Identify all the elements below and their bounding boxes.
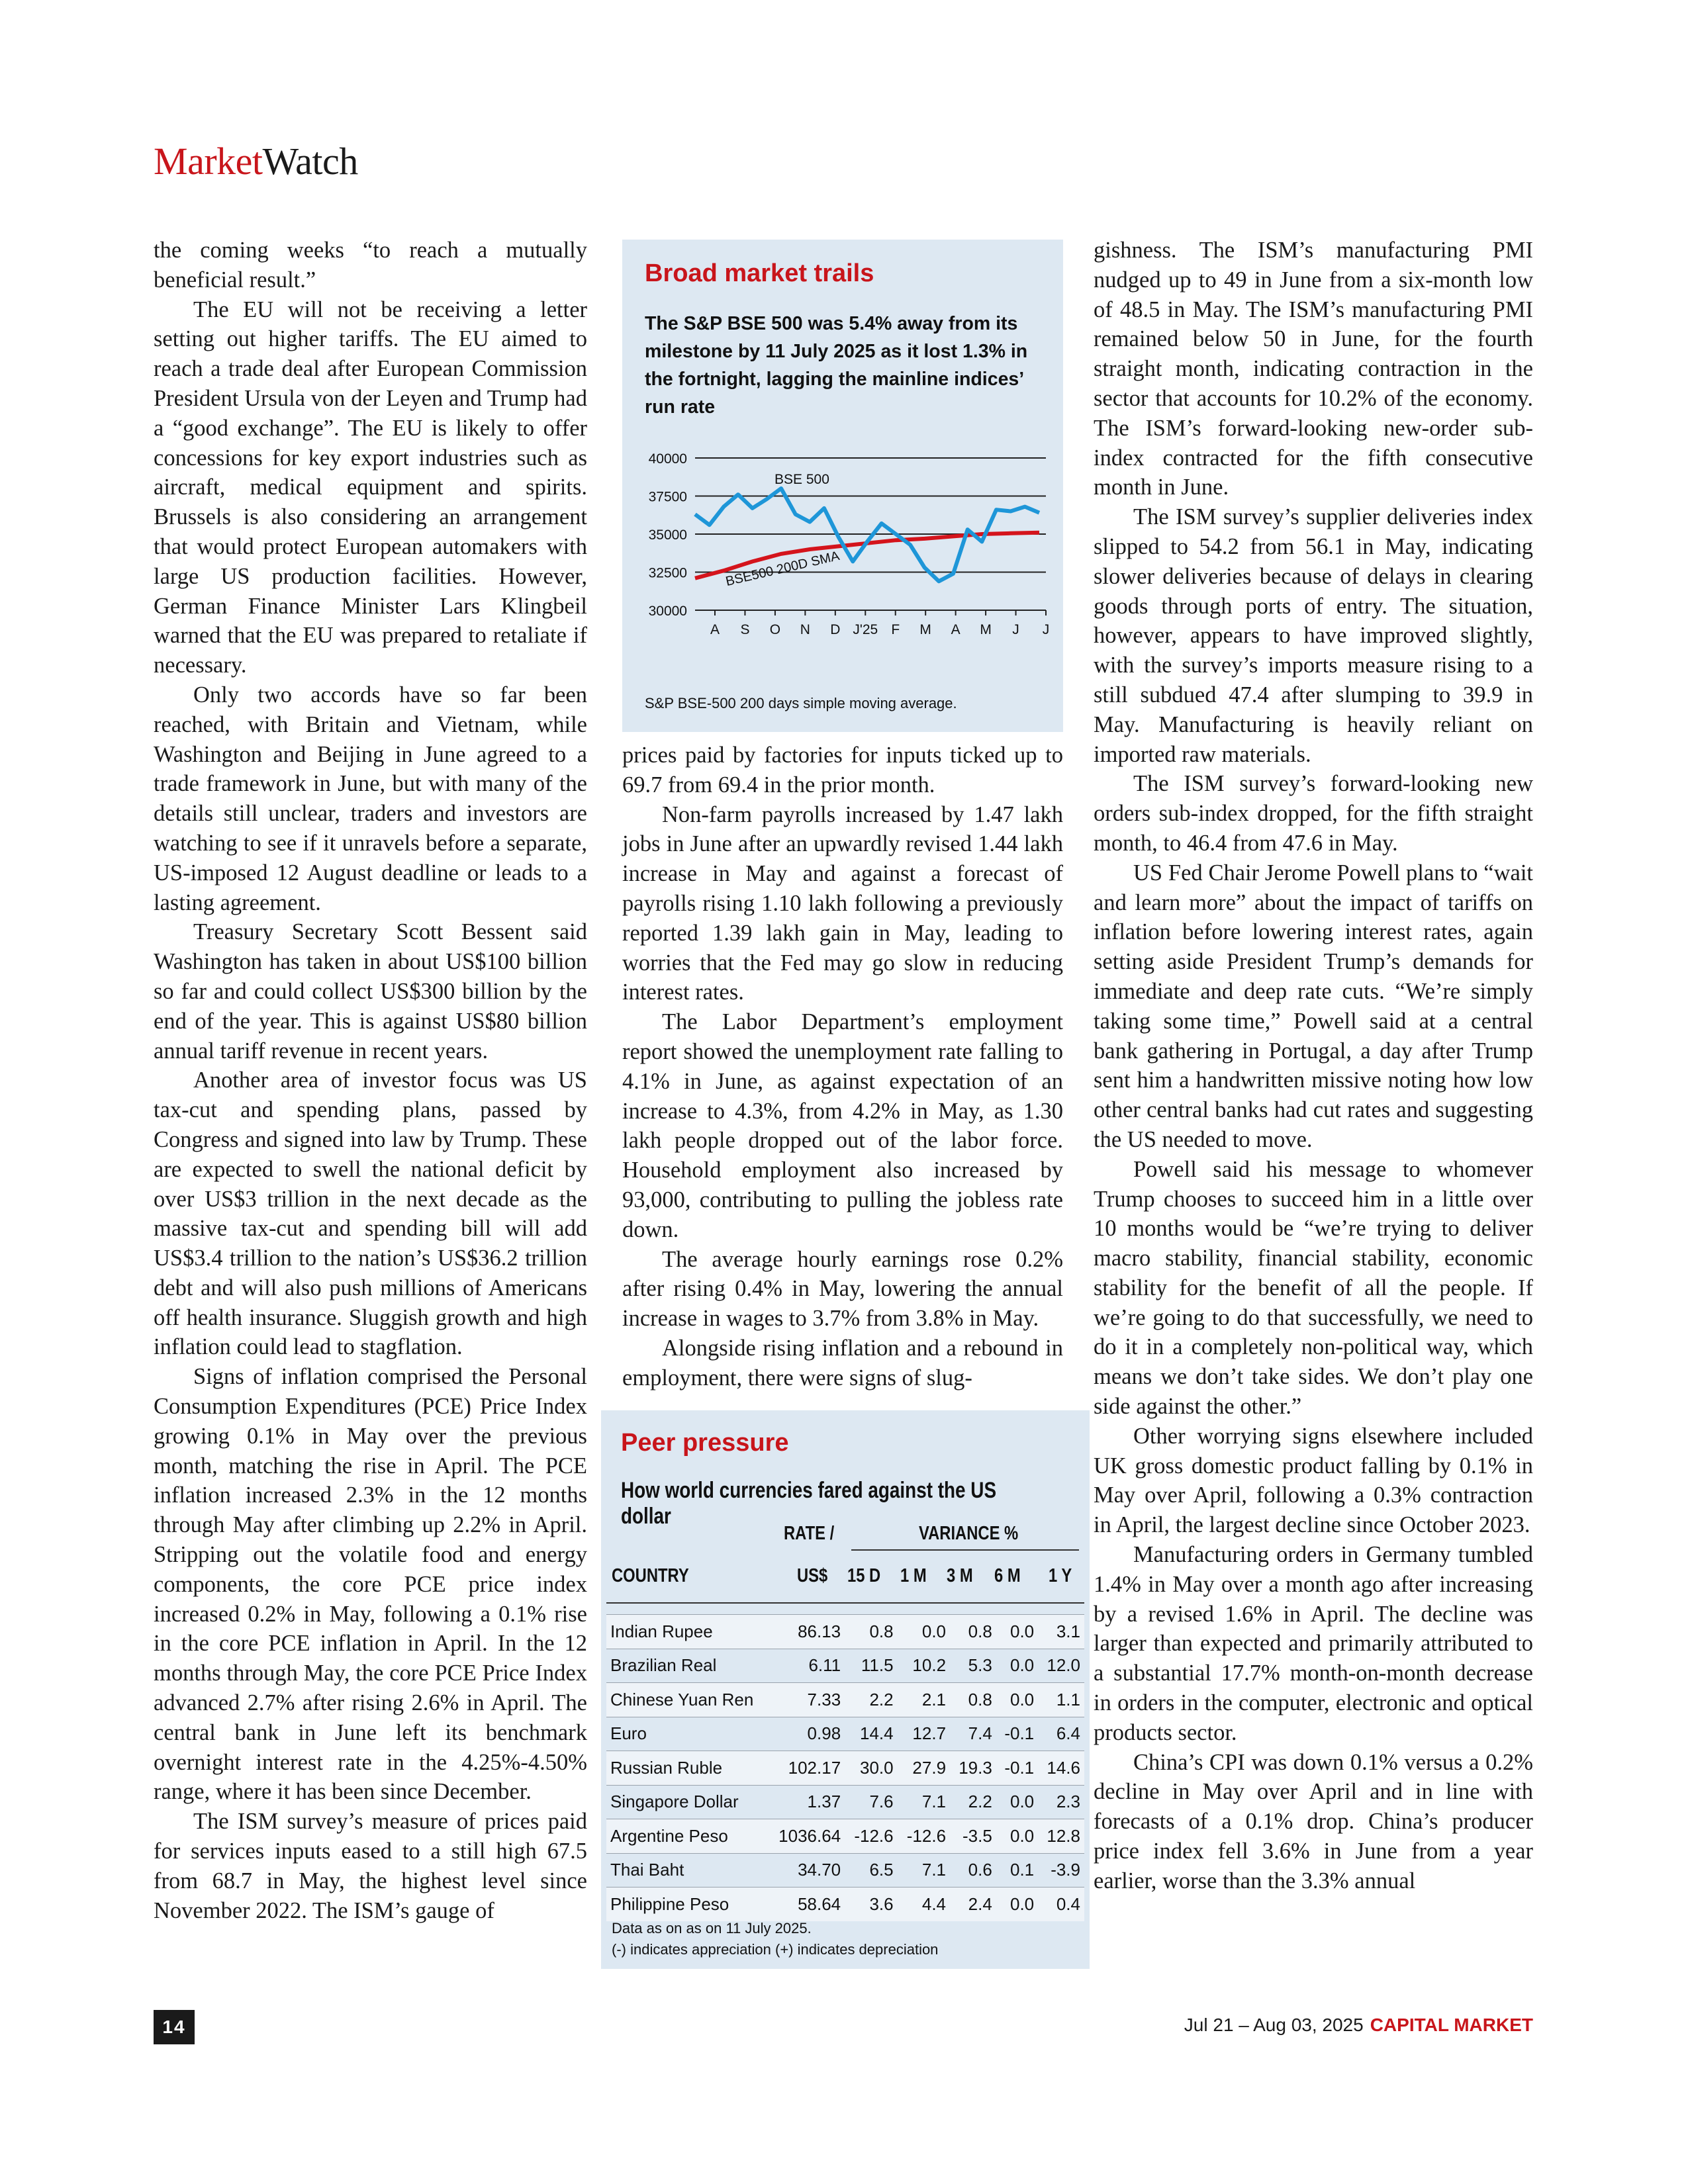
magazine-name: CAPITAL MARKET (1370, 2015, 1533, 2035)
variance-cell: 7.4 (950, 1717, 996, 1751)
paragraph: Other worrying signs elsewhere included UK gross domestic product falling by 0.1% in May over April, following a 0.3% contraction in April, the largest decline since October 2023. (1094, 1423, 1533, 1538)
variance-cell: 6.4 (1038, 1717, 1084, 1751)
paragraph: Treasury Secretary Scott Bessent said Washington has taken in about US$100 billion so far and could collect US$300 billion by the end of the year. This is against US$80 billion annual tariff revenue in recent years. (154, 919, 587, 1064)
country-cell: Philippine Peso (606, 1888, 767, 1921)
rate-cell: 1036.64 (767, 1819, 845, 1854)
period-header: 1 Y (1049, 1565, 1072, 1586)
article-column-1 (154, 236, 587, 1925)
x-tick-label: M (980, 622, 992, 637)
variance-cell: 14.6 (1038, 1751, 1084, 1786)
section-header-watch: Watch (262, 140, 358, 183)
variance-cell: 7.1 (898, 1785, 950, 1819)
rate-cell: 34.70 (767, 1853, 845, 1888)
paragraph: US Fed Chair Jerome Powell plans to “wait and learn more” about the impact of tariffs on inflation before lowering interest rates, again setting aside President Trump’s demands for immediate and deep rate cuts. “We’re simply taking some time,” Powell said at a central bank gathering in Portugal, a day after Trump sent him a handwritten missive noting how low other central banks had cut rates and suggesting the US needed to move. (1094, 860, 1533, 1152)
page-number: 14 (154, 2010, 195, 2044)
series-label-bse500: BSE 500 (774, 472, 829, 488)
paragraph: Another area of investor focus was US tax-cut and spending plans, passed by Congress and signed into law by Trump. These are expected to swell the national deficit by over US$3 trillion in the next decade as the massive tax-cut and spending bill will add US$3.4 trillion to the nation’s US$36.2 trillion debt and will also push millions of Americans off health insurance. Sluggish growth and high inflation could lead to stagflation. (154, 1068, 587, 1360)
rate-cell: 6.11 (767, 1649, 845, 1683)
y-tick-label: 37500 (648, 489, 687, 505)
article-column-2 (622, 741, 1063, 1393)
x-tick-label: O (769, 622, 781, 637)
rate-cell: 58.64 (767, 1888, 845, 1921)
country-cell: Argentine Peso (606, 1819, 767, 1854)
variance-cell: 0.8 (845, 1615, 897, 1649)
x-tick-label: M (919, 622, 931, 637)
table-row (606, 1683, 1084, 1717)
chart-box (622, 240, 1063, 732)
us-header: US$ (797, 1565, 828, 1586)
variance-cell: 11.5 (845, 1649, 897, 1683)
variance-header: VARIANCE % (919, 1523, 1019, 1544)
variance-cell: 0.4 (1038, 1888, 1084, 1921)
variance-cell: 2.3 (1038, 1785, 1084, 1819)
y-tick-label: 30000 (648, 604, 687, 619)
paragraph: Signs of inflation comprised the Personal Consumption Expenditures (PCE) Price Index growing 0.1% in May over the previous month, matching the rise in April. The PCE inflation increased 2.3% in the 12 months through May after climbing up 2.2% in April. Stripping out the volatile food and energy components, the core PCE price index increased 0.2% in May, following a 0.1% rise in the core PCE inflation in April. In the 12 months through May, the core PCE Price Index advanced 2.7% after rising 2.6% in April. The central bank in June left its benchmark overnight interest rate in the 4.25%-4.50% range, where it has been since December. (154, 1364, 587, 1805)
country-cell: Indian Rupee (606, 1615, 767, 1649)
variance-cell: 0.0 (898, 1615, 950, 1649)
currency-box (601, 1410, 1090, 1969)
rate-cell: 102.17 (767, 1751, 845, 1786)
variance-cell: 1.1 (1038, 1683, 1084, 1717)
variance-cell: 0.0 (996, 1785, 1038, 1819)
period-header: 3 M (947, 1565, 973, 1586)
paragraph: Powell said his message to whomever Trump chooses to succeed him in a little over 10 months would be “we’re trying to deliver macro stability, financial stability, economic stability for the benefit of all the people. If we’re going to do that successfully, we need to do it in a completely non-political way, which means we don’t take sides. We don’t play one side against the other.” (1094, 1156, 1533, 1420)
period-header: 6 M (994, 1565, 1021, 1586)
header-rule (606, 1602, 1084, 1604)
section-header-market: Market (154, 140, 263, 183)
variance-cell: 14.4 (845, 1717, 897, 1751)
currency-note-date: Data as on as on 11 July 2025. (612, 1920, 812, 1936)
x-tick-label: N (800, 622, 810, 637)
table-row (606, 1717, 1084, 1751)
currency-table (606, 1614, 1084, 1921)
rate-header: RATE / (784, 1523, 835, 1544)
variance-cell: 0.1 (996, 1853, 1038, 1888)
paragraph: The EU will not be receiving a letter setting out higher tariffs. The EU aimed to reach a trade deal after European Commission President Ursula von der Leyen and Trump had a “good exchange”. The EU is likely to offer concessions for key export industries such as aircraft, medical equipment and spirits. Brussels is also considering an arrangement that would protect European automakers with large US production facilities. However, German Finance Minister Lars Klingbeil warned that the EU was prepared to retaliate if necessary. (154, 296, 587, 678)
paragraph: China’s CPI was down 0.1% versus a 0.2% decline in May over April and in line with forecasts of a 0.1% drop. China’s producer price index fell 3.6% in June from a year earlier, worse than the 3.3% annual (1094, 1749, 1533, 1893)
paragraph: prices paid by factories for inputs ticked up to 69.7 from 69.4 in the prior month. (622, 743, 1063, 797)
variance-cell: 0.0 (996, 1649, 1038, 1683)
paragraph: the coming weeks “to reach a mutually beneficial result.” (154, 238, 587, 293)
x-tick-label: J'25 (853, 622, 878, 637)
paragraph: Only two accords have so far been reached, with Britain and Vietnam, while Washington and Beijing in June agreed to a trade framework in June, but with many of the details still unclear, traders and investors are watching to see if it unravels before a separate, US-imposed 12 August deadline or leads to a lasting agreement. (154, 682, 587, 915)
table-row (606, 1888, 1084, 1921)
y-tick-label: 35000 (648, 527, 687, 543)
x-tick-label: J (1042, 622, 1050, 637)
chart-box-title: Broad market trails (645, 259, 874, 287)
variance-cell: 2.1 (898, 1683, 950, 1717)
variance-cell: 12.7 (898, 1717, 950, 1751)
variance-cell: 0.0 (996, 1819, 1038, 1854)
country-header: COUNTRY (612, 1565, 689, 1586)
variance-cell: 12.0 (1038, 1649, 1084, 1683)
country-cell: Singapore Dollar (606, 1785, 767, 1819)
chart-box-subtitle: The S&P BSE 500 was 5.4% away from its milestone by 11 July 2025 as it lost 1.3% in the fortnight, lagging the mainline indices’ run rate (645, 313, 1028, 418)
table-row (606, 1853, 1084, 1888)
currency-box-title: Peer pressure (621, 1429, 789, 1457)
variance-cell: 10.2 (898, 1649, 950, 1683)
table-row (606, 1751, 1084, 1786)
paragraph: gishness. The ISM’s manufacturing PMI nudged up to 49 in June from a six-month low of 48.5 in May. The ISM’s manufacturing PMI remained below 50 in June, for the fourth straight month, indicating contraction in the sector that accounts for 10.2% of the economy. The ISM’s forward-looking new-order sub-index contracted for the fifth consecutive month in June. (1094, 238, 1533, 500)
country-cell: Russian Ruble (606, 1751, 767, 1786)
period-header: 1 M (900, 1565, 927, 1586)
variance-cell: 0.0 (996, 1683, 1038, 1717)
table-row (606, 1785, 1084, 1819)
x-tick-label: A (951, 622, 961, 637)
variance-cell: 4.4 (898, 1888, 950, 1921)
variance-cell: 3.6 (845, 1888, 897, 1921)
rate-cell: 0.98 (767, 1717, 845, 1751)
variance-cell: 0.0 (996, 1888, 1038, 1921)
x-tick-label: D (830, 622, 841, 637)
paragraph: The average hourly earnings rose 0.2% after rising 0.4% in May, lowering the annual increase in wages to 3.7% from 3.8% in May. (622, 1246, 1063, 1332)
paragraph: Manufacturing orders in Germany tumbled 1.4% in May over a month ago after increasing by a revised 1.6% in April. The decline was larger than expected and primarily attributed to a substantial 17.7% month-on-month decrease in orders in the computer, electronic and optical products sector. (1094, 1542, 1533, 1745)
period-header: 15 D (847, 1565, 881, 1586)
country-cell: Euro (606, 1717, 767, 1751)
variance-cell: 27.9 (898, 1751, 950, 1786)
variance-cell: -3.5 (950, 1819, 996, 1854)
paragraph: The Labor Department’s employment report showed the unemployment rate falling to 4.1% in June, as against expectation of an increase to 4.3%, from 4.2% in May, as 1.30 lakh people dropped out of the labor force. Household employment also increased by 93,000, contributing to pulling the jobless rate down. (622, 1009, 1063, 1242)
variance-cell: 0.8 (950, 1683, 996, 1717)
x-tick-label: S (740, 622, 750, 637)
table-row (606, 1819, 1084, 1854)
variance-cell: 3.1 (1038, 1615, 1084, 1649)
variance-cell: -12.6 (898, 1819, 950, 1854)
variance-cell: -12.6 (845, 1819, 897, 1854)
variance-cell: 6.5 (845, 1853, 897, 1888)
variance-cell: 0.8 (950, 1615, 996, 1649)
paragraph: Alongside rising inflation and a rebound in employment, there were signs of slug- (622, 1335, 1063, 1390)
variance-rule (851, 1549, 1079, 1551)
x-tick-label: J (1012, 622, 1019, 637)
series-label-sma: BSE500 200D SMA (724, 549, 841, 590)
bse500-chart (622, 432, 1063, 650)
chart-note: S&P BSE-500 200 days simple moving average. (645, 695, 957, 711)
country-cell: Brazilian Real (606, 1649, 767, 1683)
x-tick-label: F (891, 622, 900, 637)
country-cell: Chinese Yuan Ren (606, 1683, 767, 1717)
y-tick-label: 40000 (648, 451, 687, 467)
variance-cell: 5.3 (950, 1649, 996, 1683)
variance-cell: 2.4 (950, 1888, 996, 1921)
section-header (154, 139, 358, 183)
issue-date: Jul 21 – Aug 03, 2025 (1184, 2015, 1364, 2035)
rate-cell: 86.13 (767, 1615, 845, 1649)
variance-cell: 2.2 (950, 1785, 996, 1819)
y-tick-label: 32500 (648, 565, 687, 581)
table-row (606, 1649, 1084, 1683)
variance-cell: 2.2 (845, 1683, 897, 1717)
rate-cell: 7.33 (767, 1683, 845, 1717)
variance-cell: 0.6 (950, 1853, 996, 1888)
paragraph: The ISM survey’s supplier deliveries index slipped to 54.2 from 56.1 in May, indicating slower deliveries because of delays in clearing goods through ports of entry. The situation, however, appears to have improved slightly, with the survey’s imports measure rising to a still subdued 47.4 after slumping to 39.9 in May. Manufacturing is heavily reliant on imported raw materials. (1094, 504, 1533, 767)
rate-cell: 1.37 (767, 1785, 845, 1819)
variance-cell: 0.0 (996, 1615, 1038, 1649)
x-tick-label: A (710, 622, 720, 637)
variance-cell: -3.9 (1038, 1853, 1084, 1888)
variance-cell: -0.1 (996, 1717, 1038, 1751)
paragraph: Non-farm payrolls increased by 1.47 lakh jobs in June after an upwardly revised 1.44 lakh increase in May and against a forecast of payrolls rising 1.10 lakh following a previously reported 1.39 lakh gain in May, leading to worries that the Fed may go slow in reducing interest rates. (622, 801, 1063, 1005)
article-column-3 (1094, 236, 1533, 1896)
variance-cell: 7.6 (845, 1785, 897, 1819)
currency-box-subtitle: How world currencies fared against the US dollar (621, 1478, 997, 1529)
paragraph: The ISM survey’s forward-looking new orders sub-index dropped, for the fifth straight month, to 46.4 from 47.6 in May. (1094, 771, 1533, 856)
variance-cell: 19.3 (950, 1751, 996, 1786)
table-row (606, 1615, 1084, 1649)
variance-cell: 30.0 (845, 1751, 897, 1786)
variance-cell: -0.1 (996, 1751, 1038, 1786)
currency-note-legend: (-) indicates appreciation (+) indicates depreciation (612, 1941, 939, 1958)
footer-dateline (1184, 2015, 1533, 2036)
variance-cell: 7.1 (898, 1853, 950, 1888)
variance-cell: 12.8 (1038, 1819, 1084, 1854)
country-cell: Thai Baht (606, 1853, 767, 1888)
paragraph: The ISM survey’s measure of prices paid for services inputs eased to a still high 67.5 from 68.7 in May, the highest level since November 2022. The ISM’s gauge of (154, 1809, 587, 1923)
